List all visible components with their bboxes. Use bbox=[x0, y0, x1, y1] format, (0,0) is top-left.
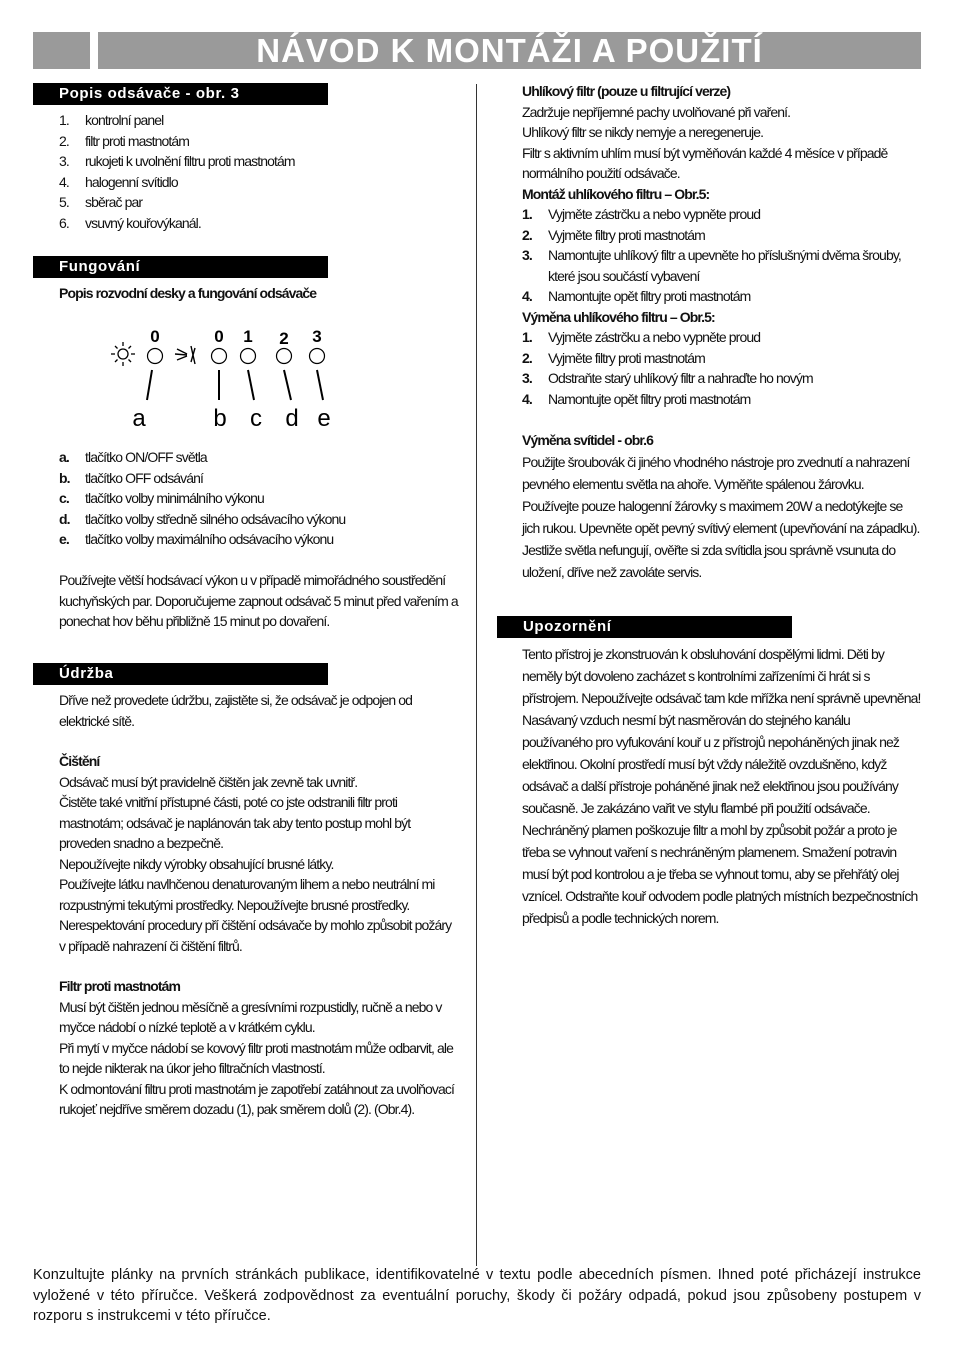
paragraph: Nepoužívejte nikdy výrobky obsahující brusné látky. bbox=[59, 855, 334, 872]
list-item: b. tlačítko OFF odsávání bbox=[59, 469, 204, 486]
list-item: 6. vsuvný kouřovýkanál. bbox=[59, 214, 201, 231]
label-speed-1: 1 bbox=[243, 327, 253, 346]
list-item: 4. halogenní svítidlo bbox=[59, 173, 178, 190]
button-legend bbox=[59, 447, 459, 550]
popis-list-container bbox=[59, 110, 459, 233]
fungovani-subheading: Popis rozvodní desky a fungování odsávače bbox=[59, 285, 317, 301]
button-legend-container bbox=[59, 447, 459, 550]
montaz-steps bbox=[522, 204, 922, 307]
letter-a: a bbox=[132, 405, 146, 432]
pointer-lines bbox=[147, 370, 323, 400]
label-speed-3: 3 bbox=[312, 327, 322, 346]
vymena-steps bbox=[522, 327, 922, 409]
udrzba-intro: Dříve než provedete údržbu, zajistěte si, že odsávač je odpojen od elektrické sítě. bbox=[59, 692, 413, 729]
fan-icon bbox=[175, 346, 195, 364]
letter-e: e bbox=[317, 405, 331, 432]
section-heading-udrzba: Údržba bbox=[33, 663, 328, 685]
list-item: 4. Namontujte opět filtry proti mastnotám bbox=[522, 390, 751, 407]
fungovani-note: Používejte větší hodsávací výkon u v případě mimořádného soustředění kuchyňských par. Doporučujeme zapnout odsávač 5 minut před vařením a ponechat hov běhu přibližně 15 minut po dovaření. bbox=[59, 572, 458, 629]
paragraph: K odmontování filtru proti mastnotám je zapotřebí zatáhnout za uvolňovací rukojeť nejdříve směrem dozadu (1), pak směrem dolů (2). (Obr.4). bbox=[59, 1080, 455, 1117]
filtr-title: Filtr proti mastnotám bbox=[59, 978, 181, 994]
letter-b: b bbox=[213, 405, 227, 432]
list-item: a. tlačítko ON/OFF světla bbox=[59, 449, 207, 465]
paragraph: Používejte látku navlhčenou denaturovaným lihem a nebo neutrální mi rozpustnými tekutými prostředky. Nepoužívejte brusné prostředky. bbox=[59, 876, 435, 913]
list-item: 3. Odstraňte starý uhlíkový filtr a nahraďte ho novým bbox=[522, 370, 813, 386]
list-item: d. tlačítko volby středně silného odsávacího výkonu bbox=[59, 510, 346, 527]
list-item: 2. Vyjměte filtry proti mastnotám bbox=[522, 349, 705, 366]
button-off bbox=[212, 349, 227, 364]
montaz-title: Montáž uhlíkového filtru – Obr.5: bbox=[522, 185, 710, 202]
list-item: 3. Namontujte uhlíkový filtr a upevněte ho příslušnými dvěma šrouby, které jsou součástí vybavení bbox=[522, 247, 901, 284]
list-item: e. tlačítko volby maximálního odsávacího výkonu bbox=[59, 531, 334, 547]
section-heading-popis: Popis odsávače - obr. 3 bbox=[33, 83, 328, 105]
popis-list bbox=[59, 110, 459, 233]
button-light bbox=[148, 349, 163, 364]
list-item: 2. filtr proti mastnotám bbox=[59, 132, 190, 149]
svitidla-section bbox=[522, 429, 922, 583]
label-light-on: 0 bbox=[150, 327, 160, 346]
paragraph: Uhlíkový filtr se nikdy nemyje a neregeneruje. bbox=[522, 124, 764, 140]
paragraph: Zadržuje nepříjemné pachy uvolňované při vaření. bbox=[522, 103, 791, 120]
paragraph: Musí být čištěn jednou měsíčně a gresívními rozpustidly, ručně a nebo v myčce nádobí o nízké teplotě a v krátkém cyklu. bbox=[59, 998, 442, 1035]
light-icon bbox=[111, 342, 135, 366]
paragraph: Odsávač musí být pravidelně čištěn jak zevně tak uvnitř. bbox=[59, 773, 358, 790]
button-speed-3 bbox=[310, 349, 325, 364]
paragraph: Při mytí v myčce nádobí se kovový filtr proti mastnotám může odbarvit, ale to nejde nikterak na úkor jeho filtračních vlastností. bbox=[59, 1039, 454, 1076]
letter-c: c bbox=[250, 405, 262, 432]
list-item: 5. sběrač par bbox=[59, 194, 143, 210]
list-item: 1. Vyjměte zástrčku a nebo vypněte proud bbox=[522, 329, 761, 345]
paragraph: Filtr s aktivním uhlím musí být vyměňován každé 4 měsíce v případě normálního použití odsávače. bbox=[522, 144, 888, 181]
svitidla-text: Použijte šroubovák či jiného vhodného nástroje pro zvednutí a nahrazení pevného elementu světla na ahoře. Vyměňte spálenou žárovku. Používejte pouze halogenní žárovky s maximem 20W a nedotýkejte se jich rukou. Upevněte opět pevný svítivý element (upevňování na západku). Jestliže světla nefungují, ověřte si zda svítidla jsou správně vsunuta do uložení, dříve než zavoláte servis. bbox=[522, 454, 920, 580]
list-item: 1. Vyjměte zástrčku a nebo vypněte proud bbox=[522, 206, 761, 222]
list-item: 4. Namontujte opět filtry proti mastnotám bbox=[522, 288, 751, 304]
uhlikovy-title: Uhlíkový filtr (pouze u filtrující verze) bbox=[522, 83, 731, 99]
list-item: 3. rukojeti k uvolnění filtru proti mastnotám bbox=[59, 153, 295, 169]
button-speed-1 bbox=[241, 349, 256, 364]
list-item: c. tlačítko volby minimálního výkonu bbox=[59, 490, 264, 506]
upozorneni-text: Tento přístroj je zkonstruován k obsluhování dospělými lidmi. Děti by neměly být dovoleno zacházet s kontrolními zařízeními či hrát si s přístrojem. Nepoužívejte odsávač tam kde mřížka není správně upevněna! Nasávaný vzduch nesmí být nasměrován do stejného kanálu používaného pro vyfukování kouř u z přístrojů nepoháněných jinak než elektřinou. Okolní prostředí musí být vždy náležitě ovzdušněno, když odsávač a další přístroje poháněné jinak než elektřinou jsou používány současně. Je zakázáno vařit ve stylu flambé při použití odsávače. Nechráněný plamen poškozuje filtr a mohl by způsobit požár a proto je třeba se vyhnout vaření s nechráněným plamenem. Smažení potravin musí být pod kontrolou a je třeba se vyhnout tomu, aby se přehřátý olej vznícel. Odstraňte kouř odvodem podle platných místních bezpečnostních předpisů a podle technických norem. bbox=[522, 646, 921, 926]
footer-note: Konzultujte plánky na prvních stránkách publikace, identifikovatelné v textu podle abecedních písmen. Ihned poté přicházejí instrukce vyložené v této příručce. Veškerá zodpovědnost za eventuální poruchy, škody či požáry odpadá, pokud jsou způsobeny postupem v rozporu s instrukcemi v této příručce. bbox=[33, 1267, 921, 1324]
column-divider bbox=[476, 84, 477, 1266]
control-panel-diagram bbox=[105, 324, 345, 434]
list-item: 2. Vyjměte filtry proti mastnotám bbox=[522, 226, 705, 243]
vymena-title: Výměna uhlíkového filtru – Obr.5: bbox=[522, 308, 715, 325]
button-speed-2 bbox=[277, 349, 292, 364]
udrzba-body bbox=[59, 690, 459, 1120]
svitidla-title: Výměna svítidel - obr.6 bbox=[522, 432, 654, 448]
cisteni-title: Čištění bbox=[59, 753, 100, 769]
label-speed-2: 2 bbox=[279, 329, 289, 348]
label-off: 0 bbox=[214, 327, 224, 346]
letter-d: d bbox=[285, 405, 299, 432]
list-item: 1. kontrolní panel bbox=[59, 112, 164, 128]
paragraph: Čistěte také vnitřní přístupné části, poté co jste odstranili filtr proti mastnotám; odsávač je naplánován tak aby tento postup mohl být proveden snadno a bezpečně. bbox=[59, 794, 411, 851]
upozorneni-section bbox=[522, 643, 922, 929]
page-title: NÁVOD K MONTÁŽI A POUŽITÍ bbox=[98, 32, 921, 69]
uhlikovy-section bbox=[522, 81, 922, 409]
section-heading-upozorneni: Upozornění bbox=[497, 616, 792, 638]
header-left-block bbox=[33, 32, 90, 69]
section-heading-fungovani: Fungování bbox=[33, 256, 328, 278]
paragraph: Nerespektování procedury pří čištění odsávače by mohlo způsobit požáry v případě nahrazení či čištění filtrů. bbox=[59, 917, 452, 954]
